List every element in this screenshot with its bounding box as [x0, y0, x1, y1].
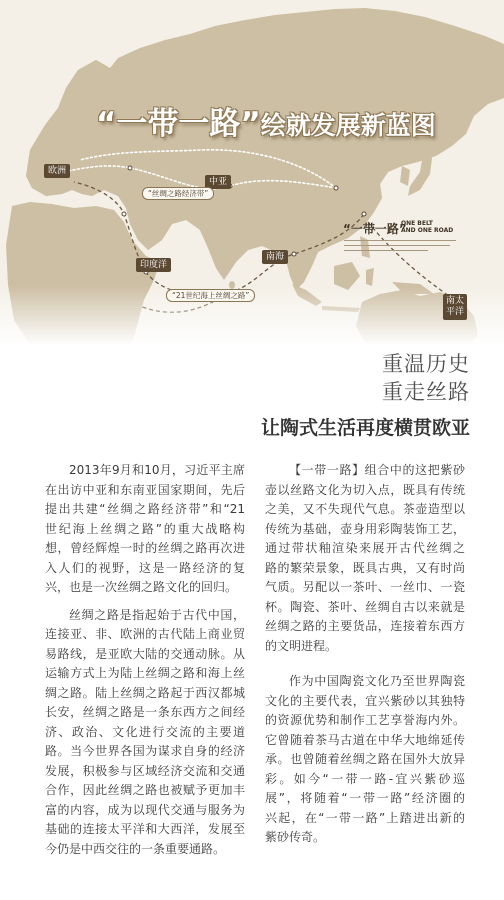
- fine-print-line: [344, 245, 450, 246]
- belt-and-road-english: [401, 220, 453, 234]
- heading-line-2: 重走丝路: [382, 380, 470, 404]
- article-line: 想，曾经辉煌一时的丝绸之路再次进: [45, 541, 245, 555]
- label-maritime-silk-road: “21世纪海上丝绸之路”: [166, 289, 255, 302]
- article-line: 【一带一路】组合中的这把紫砂: [289, 463, 465, 477]
- article-line: 壶以丝路文化为切入点，既具有传统: [265, 482, 465, 497]
- article-line: 长安，丝绸之路是一条东西方之间经: [45, 705, 245, 719]
- article-line: 易路线，是亚欧大陆的交通动脉。从: [45, 646, 245, 661]
- heading-line-1: 重温历史: [382, 352, 470, 376]
- article-paragraph: [45, 606, 245, 860]
- article-line: 的文明进程。: [265, 638, 338, 653]
- article-line: 紫砂传奇。: [265, 830, 326, 844]
- belt-and-road-mark: “一带一路”: [343, 222, 407, 236]
- article-line: 丝绸之路是指起始于古代中国，: [69, 607, 245, 622]
- article-line: 作为中国陶瓷文化乃至世界陶瓷: [289, 674, 465, 688]
- belt-and-road-map: [0, 0, 504, 345]
- label-south-china-sea: 南海: [262, 250, 288, 264]
- belt-and-road-english-line2: AND ONE ROAD: [401, 227, 454, 234]
- article-line: 今仍是中西交往的一条重要通路。: [45, 841, 226, 856]
- label-central-asia: 中亚: [205, 175, 231, 189]
- city-marker: [334, 186, 338, 190]
- article-line: 传统为基础，壶身用彩陶装饰工艺，: [265, 521, 465, 536]
- label-silk-road-economic-belt: “丝绸之路经济带”: [142, 187, 214, 200]
- label-indian-ocean: 印度洋: [136, 258, 171, 272]
- article-line: 兴起，在“一带一路”上踏进出新的: [265, 810, 465, 825]
- city-marker: [128, 166, 132, 170]
- fine-print-line: [344, 240, 456, 241]
- article-paragraph: [265, 461, 465, 656]
- city-marker: [362, 212, 366, 216]
- article-line: 彩。如今“一带一路-宜兴紫砂巡: [265, 771, 465, 786]
- article-line: 路。当今世界各国为谋求自身的经济: [45, 744, 245, 758]
- belt-and-road-english-line1: ONE BELT: [401, 220, 433, 227]
- article-line: 基础的连接太平洋和大西洋，发展至: [45, 822, 245, 836]
- article-line: 运输方式上为陆上丝绸之路和海上丝: [45, 666, 245, 680]
- fine-print-line: [344, 250, 428, 251]
- article-column-left: [45, 461, 245, 859]
- article-line: 连接亚、非、欧洲的古代陆上商业贸: [45, 627, 245, 641]
- article-line: 世纪海上丝绸之路”的重大战略构: [45, 521, 245, 536]
- article-line: 通过带状釉渲染来展开古代丝绸之: [265, 541, 465, 555]
- article-line: 2013年9月和10月，习近平主席: [69, 463, 245, 477]
- city-marker: [122, 212, 126, 216]
- article-line: 路的繁荣景象，既具古典，又有时尚: [265, 560, 465, 575]
- article-column-right: [265, 461, 465, 848]
- article-line: 丝绸之路的主要货品，连接着东西方: [265, 619, 465, 633]
- article-line: 之美，又不失现代气息。茶壶造型以: [265, 502, 465, 516]
- article-line: 文化的主要代表，宜兴紫砂以其独特: [265, 693, 465, 708]
- article-paragraph: [45, 461, 245, 598]
- article-line: 提出共建“丝绸之路经济带”和“21: [45, 502, 245, 516]
- article-line: 气质。另配以一茶叶、一丝巾、一瓷: [265, 580, 465, 594]
- city-marker: [292, 252, 296, 256]
- map-title: [96, 98, 436, 143]
- article-subtitle: 让陶式生活再度横贯欧亚: [260, 417, 470, 439]
- article-line: 兴，也是一次丝绸之路文化的回归。: [45, 580, 238, 594]
- article-line: 承。也曾随着丝绸之路在国外大放异: [265, 752, 465, 766]
- label-south-pacific: 南太平洋: [443, 294, 467, 320]
- article-line: 在出访中亚和东南亚国家期间，先后: [45, 482, 245, 497]
- article-line: 发展，积极参与区域经济交流和交通: [45, 763, 245, 778]
- map-title-quoted: “一带一路”: [96, 106, 261, 142]
- article-paragraph: [265, 672, 465, 848]
- article-line: 杯。陶瓷、茶叶、丝绸自古以来就是: [265, 599, 465, 614]
- article-line: 它曾随着茶马古道在中华大地绵延传: [265, 732, 465, 747]
- article-line: 富的内容，成为以现代交通与服务为: [45, 802, 245, 817]
- article-line: 展”，将随着“一带一路”经济圈的: [265, 791, 465, 805]
- label-europe: 欧洲: [44, 164, 70, 178]
- article-line: 的资源优势和制作工艺享誉海内外。: [265, 713, 465, 727]
- article-line: 绸之路。陆上丝绸之路起于西汉都城: [45, 685, 245, 700]
- article-line: 入人们的视野，这是一路经济的复: [45, 560, 245, 575]
- article-line: 合作，因此丝绸之路也被赋予更加丰: [45, 783, 245, 797]
- article-line: 济、政治、文化进行交流的主要道: [45, 724, 245, 739]
- map-title-rest: 绘就发展新蓝图: [260, 111, 436, 140]
